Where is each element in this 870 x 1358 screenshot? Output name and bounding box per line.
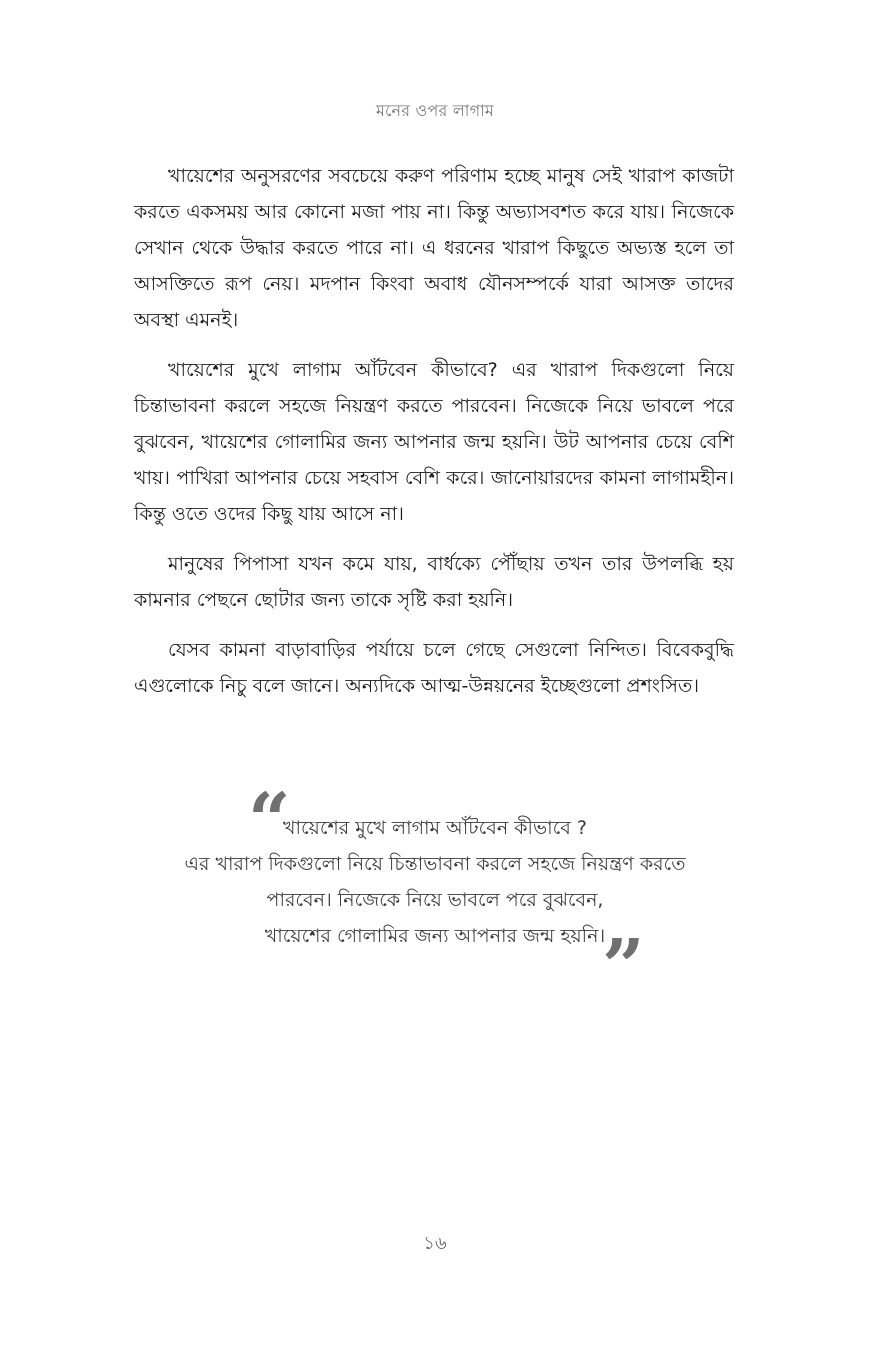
running-header: মনের ওপর লাগাম bbox=[375, 101, 495, 120]
paragraph: যেসব কামনা বাড়াবাড়ির পর্যায়ে চলে গেছে সেগুলো নিন্দিত। বিবেকবুদ্ধি এগুলোকে নিচু বলে জানে। অন্যদিকে আত্ম-উন্নয়নের ইচ্ছেগুলো প্রশংসিত। bbox=[134, 639, 734, 697]
paragraph: মানুষের পিপাসা যখন কমে যায়, বার্ধক্যে পৌঁছায় তখন তার উপলব্ধি হয় কামনার পেছনে ছোটার জন্য তাকে সৃষ্টি করা হয়নি। bbox=[134, 553, 734, 611]
close-quote-mark-icon: ” bbox=[602, 924, 645, 1010]
pull-quote-line: এর খারাপ দিকগুলো নিয়ে চিন্তাভাবনা করলে সহজে নিয়ন্ত্রণ করতে bbox=[184, 853, 686, 875]
pull-quote-line: খায়েশের মুখে লাগাম আঁটবেন কীভাবে ? bbox=[283, 817, 587, 839]
open-quote-mark-icon: “ bbox=[248, 778, 291, 864]
pull-quote bbox=[160, 778, 710, 1010]
body-text bbox=[134, 158, 734, 718]
paragraph: খায়েশের মুখে লাগাম আঁটবেন কীভাবে? এর খারাপ দিকগুলো নিয়ে চিন্তাভাবনা করলে সহজে নিয়ন্ত্রণ করতে পারবেন। নিজেকে নিয়ে ভাবলে পরে বুঝবেন, খায়েশের গোলামির জন্য আপনার জন্ম হয়নি। উট আপনার চেয়ে বেশি খায়। পাখিরা আপনার চেয়ে সহবাস বেশি করে। জানোয়ারদের কামনা লাগামহীন। কিন্তু ওতে ওদের কিছু যায় আসে না। bbox=[134, 359, 734, 525]
pull-quote-line: পারবেন। নিজেকে নিয়ে ভাবলে পরে বুঝবেন, bbox=[266, 889, 604, 911]
page-number: ১৬ bbox=[423, 1233, 447, 1254]
paragraph: খায়েশের অনুসরণের সবচেয়ে করুণ পরিণাম হচ্ছে মানুষ সেই খারাপ কাজটা করতে একসময় আর কোনো মজা পায় না। কিন্তু অভ্যাসবশত করে যায়। নিজেকে সেখান থেকে উদ্ধার করতে পারে না। এ ধরনের খারাপ কিছুতে অভ্যস্ত হলে তা আসক্তিতে রূপ নেয়। মদপান কিংবা অবাধ যৌনসম্পর্কে যারা আসক্ত তাদের অবস্থা এমনই। bbox=[134, 165, 734, 331]
pull-quote-line: খায়েশের গোলামির জন্য আপনার জন্ম হয়নি। bbox=[264, 925, 606, 947]
